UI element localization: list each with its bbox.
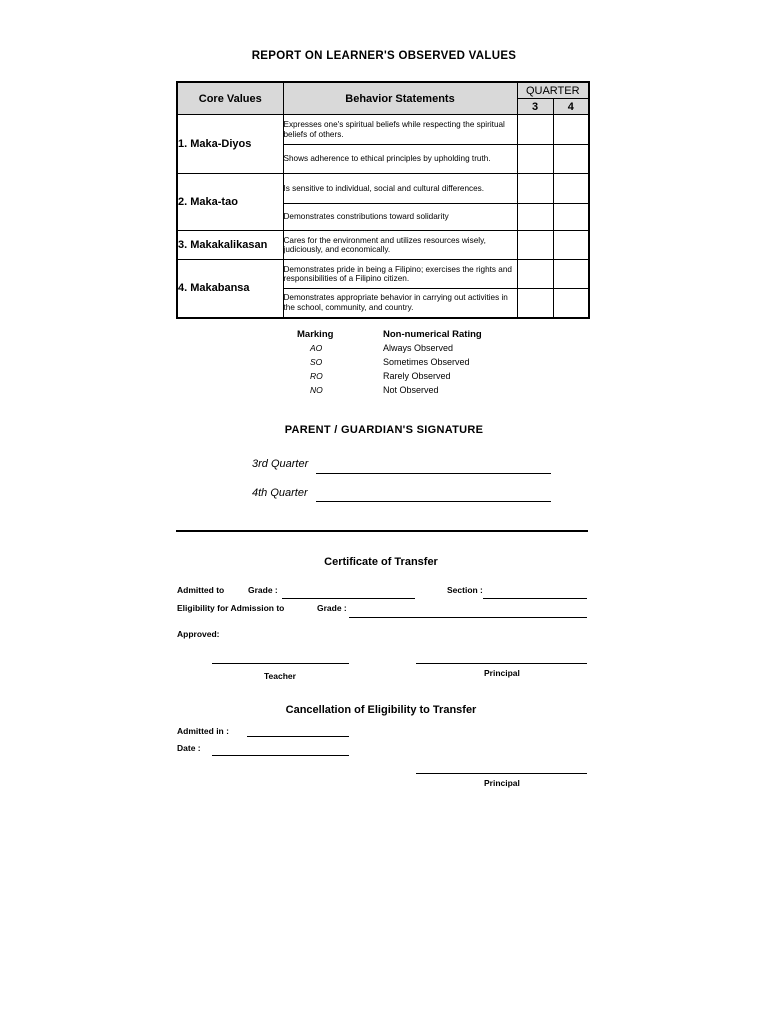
behavior-statements-header: Behavior Statements xyxy=(283,82,517,115)
quarter-4-mark[interactable] xyxy=(553,231,589,260)
cancellation-title: Cancellation of Eligibility to Transfer xyxy=(285,704,477,716)
behavior-statement: Cares for the environment and utilizes resources wisely, judiciously, and economically. xyxy=(283,231,517,260)
behavior-statement: Demonstrates appropriate behavior in carrying out activities in the school, community, and country. xyxy=(283,289,517,318)
eligibility-grade-label: Grade : xyxy=(317,603,347,613)
quarter-3-mark[interactable] xyxy=(517,260,553,289)
quarter-3-mark[interactable] xyxy=(517,174,553,204)
marking-rating: Rarely Observed xyxy=(383,371,451,381)
third-quarter-label: 3rd Quarter xyxy=(252,458,309,470)
date-label: Date : xyxy=(177,743,201,753)
fourth-quarter-label: 4th Quarter xyxy=(252,487,308,499)
quarter-header: QUARTER xyxy=(517,82,589,99)
quarter-3-mark[interactable] xyxy=(517,115,553,145)
admitted-in-field[interactable] xyxy=(247,736,349,737)
core-value-cell: 4. Makabansa xyxy=(177,260,283,318)
behavior-statement: Expresses one's spiritual beliefs while respecting the spiritual beliefs of others. xyxy=(283,115,517,145)
grade-label: Grade : xyxy=(248,585,278,595)
table-row xyxy=(177,260,589,289)
parent-signature-title: PARENT / GUARDIAN'S SIGNATURE xyxy=(284,424,484,436)
third-quarter-signature-line[interactable] xyxy=(316,473,551,474)
marking-code: NO xyxy=(310,385,323,395)
principal-signature-line[interactable] xyxy=(416,663,587,664)
behavior-statement: Shows adherence to ethical principles by upholding truth. xyxy=(283,145,517,174)
quarter-4-mark[interactable] xyxy=(553,174,589,204)
principal-label: Principal xyxy=(484,668,520,678)
core-values-header: Core Values xyxy=(177,82,283,115)
table-row xyxy=(177,115,589,145)
quarter-4-mark[interactable] xyxy=(553,260,589,289)
core-value-cell: 2. Maka-tao xyxy=(177,174,283,231)
marking-rating: Always Observed xyxy=(383,343,454,353)
fourth-quarter-signature-line[interactable] xyxy=(316,501,551,502)
admitted-in-label: Admitted in : xyxy=(177,726,229,736)
behavior-statement: Demonstrates pride in being a Filipino; exercises the rights and responsibilities of a Filipino citizen. xyxy=(283,260,517,289)
behavior-statement: Is sensitive to individual, social and cultural differences. xyxy=(283,174,517,204)
quarter-4-mark[interactable] xyxy=(553,289,589,318)
section-label: Section : xyxy=(447,585,483,595)
quarter-4-header: 4 xyxy=(553,99,589,115)
core-value-cell: 1. Maka-Diyos xyxy=(177,115,283,174)
section-divider xyxy=(176,530,588,532)
table-row xyxy=(177,231,589,260)
cancellation-principal-signature-line[interactable] xyxy=(416,773,587,774)
marking-code: SO xyxy=(310,357,323,367)
certificate-title: Certificate of Transfer xyxy=(324,556,438,568)
behavior-statement: Demonstrates constributions toward solidarity xyxy=(283,204,517,231)
table-row xyxy=(177,174,589,204)
teacher-signature-line[interactable] xyxy=(212,663,349,664)
observed-values-table xyxy=(176,81,590,319)
marking-rating: Not Observed xyxy=(383,385,439,395)
grade-field[interactable] xyxy=(282,598,415,599)
marking-rating: Sometimes Observed xyxy=(383,357,470,367)
quarter-4-mark[interactable] xyxy=(553,115,589,145)
eligibility-label: Eligibility for Admission to xyxy=(177,603,285,613)
quarter-3-mark[interactable] xyxy=(517,145,553,174)
quarter-4-mark[interactable] xyxy=(553,145,589,174)
admitted-to-label: Admitted to xyxy=(177,585,225,595)
rating-header: Non-numerical Rating xyxy=(383,329,482,340)
marking-code: RO xyxy=(310,371,323,381)
eligibility-grade-field[interactable] xyxy=(349,617,587,618)
cancellation-principal-label: Principal xyxy=(484,778,520,788)
quarter-3-mark[interactable] xyxy=(517,204,553,231)
marking-code: AO xyxy=(310,343,323,353)
quarter-3-header: 3 xyxy=(517,99,553,115)
date-field[interactable] xyxy=(212,755,349,756)
quarter-3-mark[interactable] xyxy=(517,231,553,260)
quarter-4-mark[interactable] xyxy=(553,204,589,231)
section-field[interactable] xyxy=(483,598,587,599)
teacher-label: Teacher xyxy=(264,671,296,681)
core-value-cell: 3. Makakalikasan xyxy=(177,231,283,260)
marking-header: Marking xyxy=(297,329,334,340)
approved-label: Approved: xyxy=(177,629,220,639)
quarter-3-mark[interactable] xyxy=(517,289,553,318)
report-title: REPORT ON LEARNER'S OBSERVED VALUES xyxy=(251,50,517,62)
